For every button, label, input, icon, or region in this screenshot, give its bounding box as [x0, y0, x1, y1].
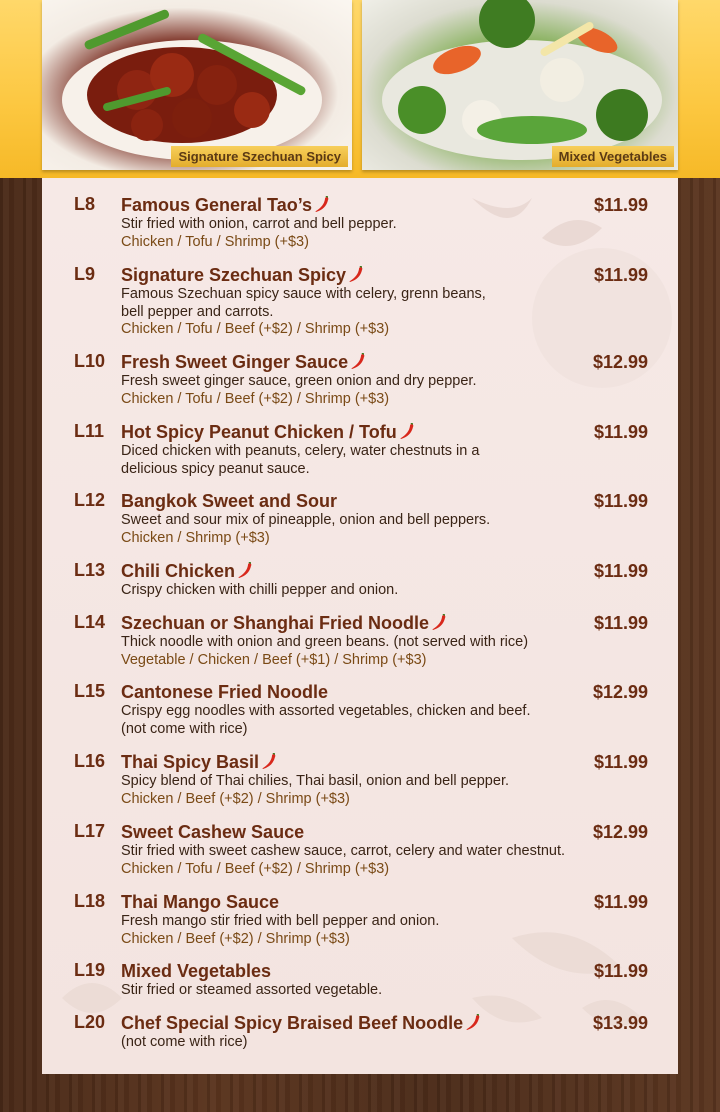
- item-price: $11.99: [593, 491, 648, 511]
- item-name: Famous General Tao’s: [121, 195, 313, 215]
- item-details: [121, 612, 601, 669]
- item-details: [121, 264, 601, 339]
- item-name: Fresh Sweet Ginger Sauce: [121, 352, 349, 372]
- item-price: $11.99: [593, 961, 648, 981]
- item-price: $11.99: [593, 613, 648, 633]
- chili-pepper-icon: [399, 423, 415, 441]
- item-price: $12.99: [592, 822, 648, 842]
- item-code: L17: [74, 821, 106, 841]
- item-price: $11.99: [593, 265, 648, 285]
- item-price: $11.99: [593, 422, 648, 442]
- item-options: Chicken / Shrimp (+$3): [121, 529, 270, 546]
- chili-pepper-icon: [431, 614, 447, 632]
- item-code: L11: [74, 421, 105, 441]
- item-code: L9: [74, 264, 96, 284]
- item-code: L14: [74, 612, 106, 632]
- item-name-line: [121, 681, 601, 703]
- item-name: Signature Szechuan Spicy: [121, 265, 347, 285]
- item-name-line: [121, 351, 601, 373]
- item-options: Chicken / Tofu / Beef (+$2) / Shrimp (+$3): [121, 321, 390, 337]
- item-name: Thai Spicy Basil: [121, 752, 260, 772]
- item-name-line: [121, 960, 601, 982]
- item-price: $11.99: [593, 752, 648, 772]
- item-name-line: [121, 612, 601, 634]
- item-code: L15: [74, 681, 106, 701]
- chili-pepper-icon: [350, 353, 366, 371]
- item-name: Szechuan or Shanghai Fried Noodle: [121, 613, 430, 633]
- item-name-line: [121, 751, 601, 773]
- item-description: Crispy chicken with chilli pepper and onion.: [121, 582, 399, 598]
- chili-pepper-icon: [261, 753, 277, 771]
- photo-szechuan-spicy: [42, 0, 352, 170]
- item-details: [121, 560, 601, 600]
- item-name-line: [121, 194, 601, 216]
- item-details: [121, 490, 601, 547]
- item-code: L16: [74, 751, 106, 771]
- item-name-line: [121, 560, 601, 582]
- item-description: Spicy blend of Thai chilies, Thai basil, onion and bell pepper.: [121, 773, 509, 789]
- item-name: Bangkok Sweet and Sour: [121, 491, 338, 511]
- item-options: Chicken / Tofu / Beef (+$2) / Shrimp (+$3): [121, 860, 390, 877]
- item-code: L18: [74, 891, 106, 911]
- item-options: Chicken / Tofu / Shrimp (+$3): [121, 233, 309, 250]
- item-name: Chili Chicken: [121, 561, 236, 581]
- item-details: [121, 751, 601, 808]
- menu-panel: [42, 178, 678, 1074]
- item-options: Vegetable / Chicken / Beef (+$1) / Shrimp (+$3): [121, 651, 427, 668]
- item-name-line: [121, 1012, 601, 1034]
- item-options: Chicken / Beef (+$2) / Shrimp (+$3): [121, 790, 350, 807]
- item-name-line: [121, 490, 601, 512]
- item-description: (not come with rice): [121, 720, 248, 737]
- item-name: Mixed Vegetables: [121, 961, 272, 981]
- item-description: Diced chicken with peanuts, celery, water chestnuts in a: [121, 443, 480, 459]
- item-description: Fresh sweet ginger sauce, green onion and dry pepper.: [121, 373, 477, 389]
- item-price: $13.99: [592, 1013, 648, 1033]
- item-description: bell pepper and carrots.: [121, 303, 274, 320]
- photo-mixed-vegetables: [362, 0, 678, 170]
- chili-pepper-icon: [314, 196, 330, 214]
- item-code: L12: [74, 490, 106, 510]
- item-details: [121, 1012, 601, 1052]
- item-description: Stir fried or steamed assorted vegetable.: [121, 982, 383, 998]
- item-details: [121, 194, 601, 251]
- item-price: $11.99: [593, 561, 648, 581]
- item-details: [121, 681, 601, 738]
- item-name: Hot Spicy Peanut Chicken / Tofu: [121, 422, 397, 442]
- item-options: Chicken / Tofu / Beef (+$2) / Shrimp (+$3): [121, 390, 390, 407]
- item-details: [121, 960, 601, 1000]
- item-price: $11.99: [593, 195, 648, 215]
- item-code: L8: [74, 194, 96, 214]
- item-price: $11.99: [593, 892, 648, 912]
- item-description: Thick noodle with onion and green beans. (not served with rice): [121, 634, 529, 650]
- item-name: Thai Mango Sauce: [121, 892, 280, 912]
- item-description: delicious spicy peanut sauce.: [121, 460, 310, 477]
- item-code: L20: [74, 1012, 106, 1032]
- chili-pepper-icon: [465, 1014, 481, 1032]
- item-name-line: [121, 891, 601, 913]
- item-description: Crispy egg noodles with assorted vegetables, chicken and beef.: [121, 703, 531, 719]
- vegetables-illustration: [362, 0, 678, 170]
- item-name: Sweet Cashew Sauce: [121, 822, 305, 842]
- item-details: [121, 891, 601, 948]
- item-details: [121, 421, 601, 478]
- item-description: Fresh mango stir fried with bell pepper and onion.: [121, 913, 440, 929]
- item-name-line: [121, 264, 601, 286]
- caption-szechuan-spicy: Signature Szechuan Spicy: [171, 146, 348, 167]
- item-name-line: [121, 821, 601, 843]
- item-description: Stir fried with sweet cashew sauce, carrot, celery and water chestnut.: [121, 843, 566, 859]
- item-options: Chicken / Beef (+$2) / Shrimp (+$3): [121, 930, 350, 947]
- item-code: L19: [74, 960, 106, 980]
- item-code: L10: [74, 351, 106, 371]
- szechuan-dish-illustration: [42, 0, 352, 170]
- item-details: [121, 821, 601, 878]
- item-description: (not come with rice): [121, 1034, 248, 1050]
- item-price: $12.99: [592, 352, 648, 372]
- item-description: Famous Szechuan spicy sauce with celery, grenn beans,: [121, 286, 486, 302]
- item-code: L13: [74, 560, 106, 580]
- item-description: Sweet and sour mix of pineapple, onion and bell peppers.: [121, 512, 491, 528]
- item-name: Cantonese Fried Noodle: [121, 682, 329, 702]
- chili-pepper-icon: [237, 562, 253, 580]
- caption-mixed-vegetables: Mixed Vegetables: [552, 146, 674, 167]
- item-name-line: [121, 421, 601, 443]
- item-price: $12.99: [592, 682, 648, 702]
- item-description: Stir fried with onion, carrot and bell pepper.: [121, 216, 397, 232]
- item-details: [121, 351, 601, 408]
- item-name: Chef Special Spicy Braised Beef Noodle: [121, 1013, 464, 1033]
- chili-pepper-icon: [348, 266, 364, 284]
